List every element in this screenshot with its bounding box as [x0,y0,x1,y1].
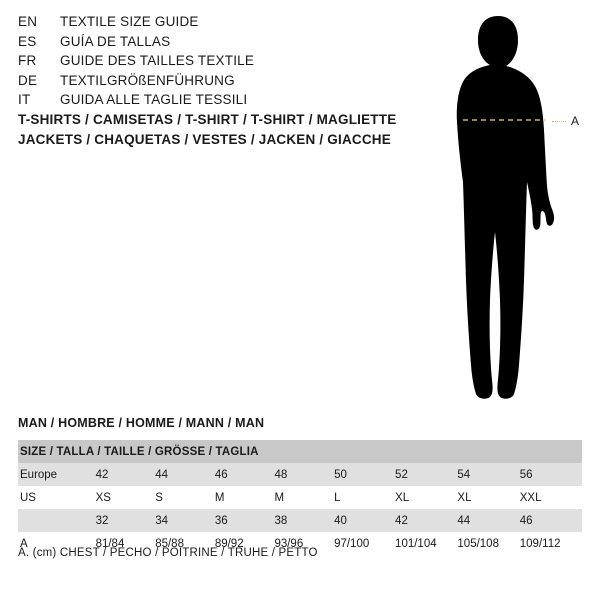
language-row [18,73,388,93]
language-row [18,34,388,54]
table-cell: 93/96 [274,532,334,555]
table-cell: 44 [155,463,215,486]
language-code: IT [18,92,31,107]
row-label: A [18,532,96,555]
male-silhouette-icon [400,10,600,410]
language-row [18,14,388,34]
table-cell: 101/104 [395,532,457,555]
row-label: Europe [18,463,96,486]
table-cell: 48 [274,463,334,486]
category-line-tshirts: T-SHIRTS / CAMISETAS / T-SHIRT / T-SHIRT / MAGLIETTE [18,112,397,127]
table-cell: 36 [215,509,275,532]
table-cell: 38 [274,509,334,532]
table-cell: 97/100 [334,532,395,555]
table-cell: 105/108 [457,532,519,555]
table-cell: 54 [457,463,519,486]
table-cell: M [274,486,334,509]
table-cell: M [215,486,275,509]
table-cell: 46 [520,509,582,532]
table-cell: 56 [520,463,582,486]
language-list [18,14,388,112]
language-text: TEXTILGRÖßENFÜHRUNG [60,72,235,88]
table-cell: 32 [96,509,156,532]
table-cell: 81/84 [96,532,156,555]
table-row [18,463,582,486]
table-cell: 40 [334,509,395,532]
language-text: GUÍA DE TALLAS [60,33,171,49]
category-line-jackets: JACKETS / CHAQUETAS / VESTES / JACKEN / GIACCHE [18,132,391,147]
table-cell: XL [395,486,457,509]
table-row [18,509,582,532]
language-code: FR [18,53,37,68]
table-cell: 42 [96,463,156,486]
language-row [18,53,388,73]
table-group-title: MAN / HOMBRE / HOMME / MANN / MAN [18,416,265,430]
table-cell: 89/92 [215,532,275,555]
table-cell: 85/88 [155,532,215,555]
language-code: DE [18,72,38,88]
language-row [18,92,388,112]
table-cell: 46 [215,463,275,486]
table-cell: 34 [155,509,215,532]
table-header-row [18,440,582,463]
language-code: ES [18,33,37,49]
table-cell: 109/112 [520,532,582,555]
table-cell: XL [457,486,519,509]
chest-leader-line [552,121,566,122]
language-code: EN [18,14,38,29]
table-cell: XS [96,486,156,509]
male-figure [400,10,600,410]
language-text: GUIDA ALLE TAGLIE TESSILI [60,92,248,107]
chest-measure-label: A [571,114,580,128]
row-label [18,509,96,532]
table-cell: XXL [520,486,582,509]
row-label: US [18,486,96,509]
table-header-label: SIZE / TALLA / TAILLE / GRÖSSE / TAGLIA [18,440,582,463]
table-cell: 44 [457,509,519,532]
table-cell: 50 [334,463,395,486]
table-footnote: A. (cm) CHEST / PECHO / POITRINE / TRUHE / PETTO [18,547,318,559]
size-table [18,440,582,555]
language-text: GUIDE DES TAILLES TEXTILE [60,53,255,68]
category-list [18,110,418,150]
table-cell: 42 [395,509,457,532]
language-text: TEXTILE SIZE GUIDE [60,14,199,29]
table-row [18,486,582,509]
table-cell: L [334,486,395,509]
table-cell: 52 [395,463,457,486]
table-cell: S [155,486,215,509]
